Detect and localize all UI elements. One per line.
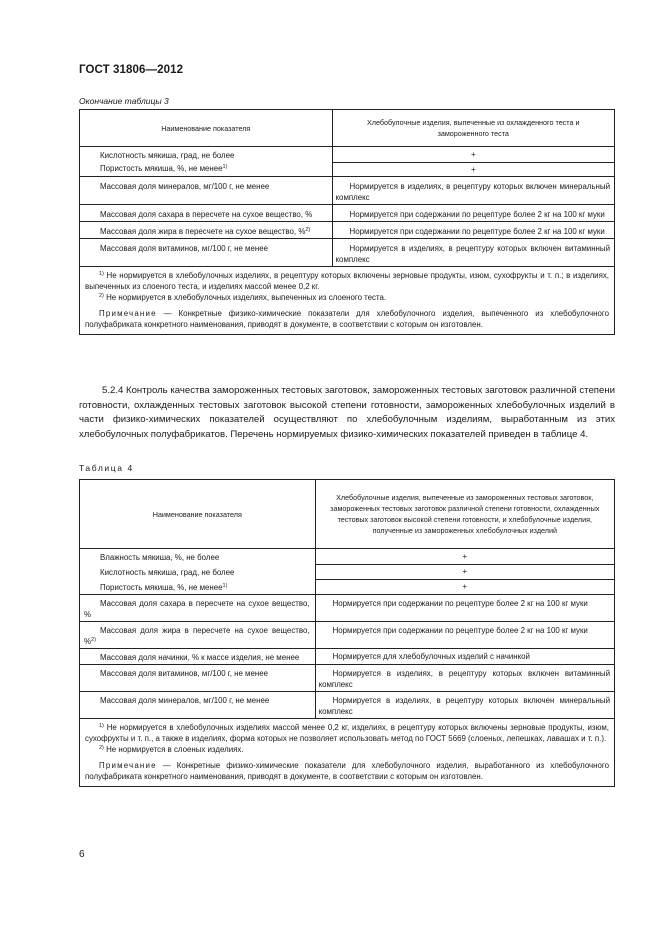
table-row xyxy=(80,595,615,622)
table3-notes xyxy=(80,266,615,334)
row-name: Кислотность мякиша, град, не более xyxy=(100,151,235,160)
paragraph-text: 5.2.4 Контроль качества замороженных тестовых заготовок, замороженных тестовых заготовок различной степени готовности, охлажденных тестовых заготовок высокой степени готовности, замороженных хлебобулочных изделий в части физико-химических показателей осуществляют по хлебобулочным изделиям, выработанным из этих хлебобулочных полуфабрикатов. Перечень нормируемых физико-химических показателей приведен в таблице 4. xyxy=(79,385,615,441)
table4-footnote-2: Не нормируется в слоеных изделиях. xyxy=(106,745,244,754)
section-5-2-4-paragraph xyxy=(79,384,615,443)
table-row xyxy=(80,147,615,163)
footnote-mark: 2) xyxy=(91,637,96,643)
row-name: Влажность мякиша, %, не более xyxy=(100,553,220,562)
row-value: Нормируется при содержании по рецептуре более 2 кг на 100 кг муки xyxy=(349,226,605,236)
row-value: + xyxy=(315,564,614,579)
row-name: Массовая доля жира в пересчете на сухое вещество, % xyxy=(84,626,310,646)
row-name: Массовая доля витаминов, мг/100 г, не менее xyxy=(100,669,268,678)
table-row xyxy=(80,221,615,238)
table-row xyxy=(80,162,615,176)
footnote-mark: 2) xyxy=(99,745,104,751)
table3-col2-header: Хлебобулочные изделия, выпеченные из охлажденного теста и замороженного теста xyxy=(332,110,614,147)
table4-notes xyxy=(80,719,615,787)
row-name: Кислотность мякиша, град, не более xyxy=(100,568,235,577)
row-value: Нормируется при содержании по рецептуре более 2 кг на 100 кг муки xyxy=(332,626,588,635)
row-name: Массовая доля жира в пересчете на сухое вещество, % xyxy=(100,226,306,236)
footnote-mark: 1) xyxy=(99,723,104,729)
table4-note-label: Примечание xyxy=(99,761,157,770)
row-value: Нормируется в изделиях, в рецептуру которых включен минеральный комплекс xyxy=(318,696,610,716)
row-value: + xyxy=(315,549,614,565)
row-value: Нормируется в изделиях, в рецептуру которых включен витаминный комплекс xyxy=(318,669,610,689)
table-row xyxy=(80,176,615,204)
table4-caption: Таблица 4 xyxy=(79,463,134,473)
table4-note-text: — Конкретные физико-химические показатели для хлебобулочного изделия, выработанного из хлебобулочного полуфабриката конкретного наименования, приводят в документе, в соответствии с которым он изготовлен. xyxy=(85,761,609,781)
table4-col2-header: Хлебобулочные изделия, выпеченные из замороженных тестовых заготовок, замороженных тестовых заготовок различной степени готовности, охлажденных тестовых заготовок высокой степени готовности, и хлебобулочные изделия, полученные из замороженных хлебобулочных изделий xyxy=(315,480,614,549)
footnote-mark: 1) xyxy=(222,583,228,589)
row-name: Пористость мякиша, %, не менее xyxy=(100,583,223,592)
table3-caption: Окончание таблицы 3 xyxy=(79,96,169,106)
row-value: + xyxy=(332,162,614,176)
table-row xyxy=(80,579,615,595)
row-value: Нормируется при содержании по рецептуре более 2 кг на 100 кг муки xyxy=(349,209,605,219)
row-value: + xyxy=(332,147,614,163)
footnote-mark: 1) xyxy=(99,270,104,277)
row-value: Нормируется при содержании по рецептуре более 2 кг на 100 кг муки xyxy=(332,599,588,608)
table3-notes-row xyxy=(80,266,615,334)
row-value: Нормируется для хлебобулочных изделий с начинкой xyxy=(332,652,530,661)
row-name: Массовая доля минералов, мг/100 г, не менее xyxy=(100,696,270,705)
standard-header: ГОСТ 31806—2012 xyxy=(79,64,184,76)
row-name: Массовая доля сахара в пересчете на сухое вещество, % xyxy=(100,209,313,219)
table-row xyxy=(80,564,615,579)
table-row xyxy=(80,238,615,266)
row-name: Массовая доля минералов, мг/100 г, не менее xyxy=(100,181,270,191)
table4 xyxy=(79,479,615,787)
table-row xyxy=(80,204,615,221)
table-row xyxy=(80,649,615,665)
row-name: Массовая доля витаминов, мг/100 г, не менее xyxy=(100,243,268,253)
table-row xyxy=(80,665,615,692)
table3-header-row xyxy=(80,110,615,147)
table3-col1-header: Наименование показателя xyxy=(80,110,333,147)
row-value: + xyxy=(315,579,614,595)
row-name: Массовая доля сахара в пересчете на сухое вещество, % xyxy=(84,599,310,619)
table4-header-row xyxy=(80,480,615,549)
page-number: 6 xyxy=(79,849,85,860)
row-name: Массовая доля начинки, % к массе изделия, не менее xyxy=(100,653,300,662)
row-name: Пористость мякиша, %, не менее xyxy=(100,164,223,173)
table3-footnote-2: Не нормируется в хлебобулочных изделиях, выпеченных из слоеного теста. xyxy=(106,292,387,302)
table3-note-label: Примечание xyxy=(99,308,157,318)
table-row xyxy=(80,692,615,719)
row-value: Нормируется в изделиях, в рецептуру которых включен минеральный комплекс xyxy=(335,181,610,202)
table-row xyxy=(80,549,615,565)
table4-col1-header: Наименование показателя xyxy=(80,480,316,549)
footnote-mark: 2) xyxy=(305,226,311,233)
table4-notes-row xyxy=(80,719,615,787)
table3 xyxy=(79,109,615,335)
footnote-mark: 1) xyxy=(222,164,228,170)
table4-footnote-1: Не нормируется в хлебобулочных изделиях массой менее 0,2 кг, изделиях, в рецептуру которых включены зерновые продукты, изюм, сухофрукты и т. п., а также в изделиях, форма которых не позволяет использовать метод по ГОСТ 5669 (слоеных, лепешках, лавашах и т. п.). xyxy=(85,723,609,743)
table-row xyxy=(80,622,615,649)
table3-footnote-1: Не нормируется в хлебобулочных изделиях, в рецептуру которых включены зерновые продукты, изюм, сухофрукты и т. п.; в изделиях, выпеченных из слоеного теста, и изделиях массой менее 0,2 кг. xyxy=(85,270,609,291)
row-value: Нормируется в изделиях, в рецептуру которых включен витаминный комплекс xyxy=(335,243,610,264)
footnote-mark: 2) xyxy=(99,292,104,299)
table3-note-text: — Конкретные физико-химические показатели для хлебобулочного изделия, выпеченного из хлебобулочного полуфабриката конкретного наименования, приводят в документе, в соответствии с которым он изготовлен. xyxy=(85,308,609,329)
